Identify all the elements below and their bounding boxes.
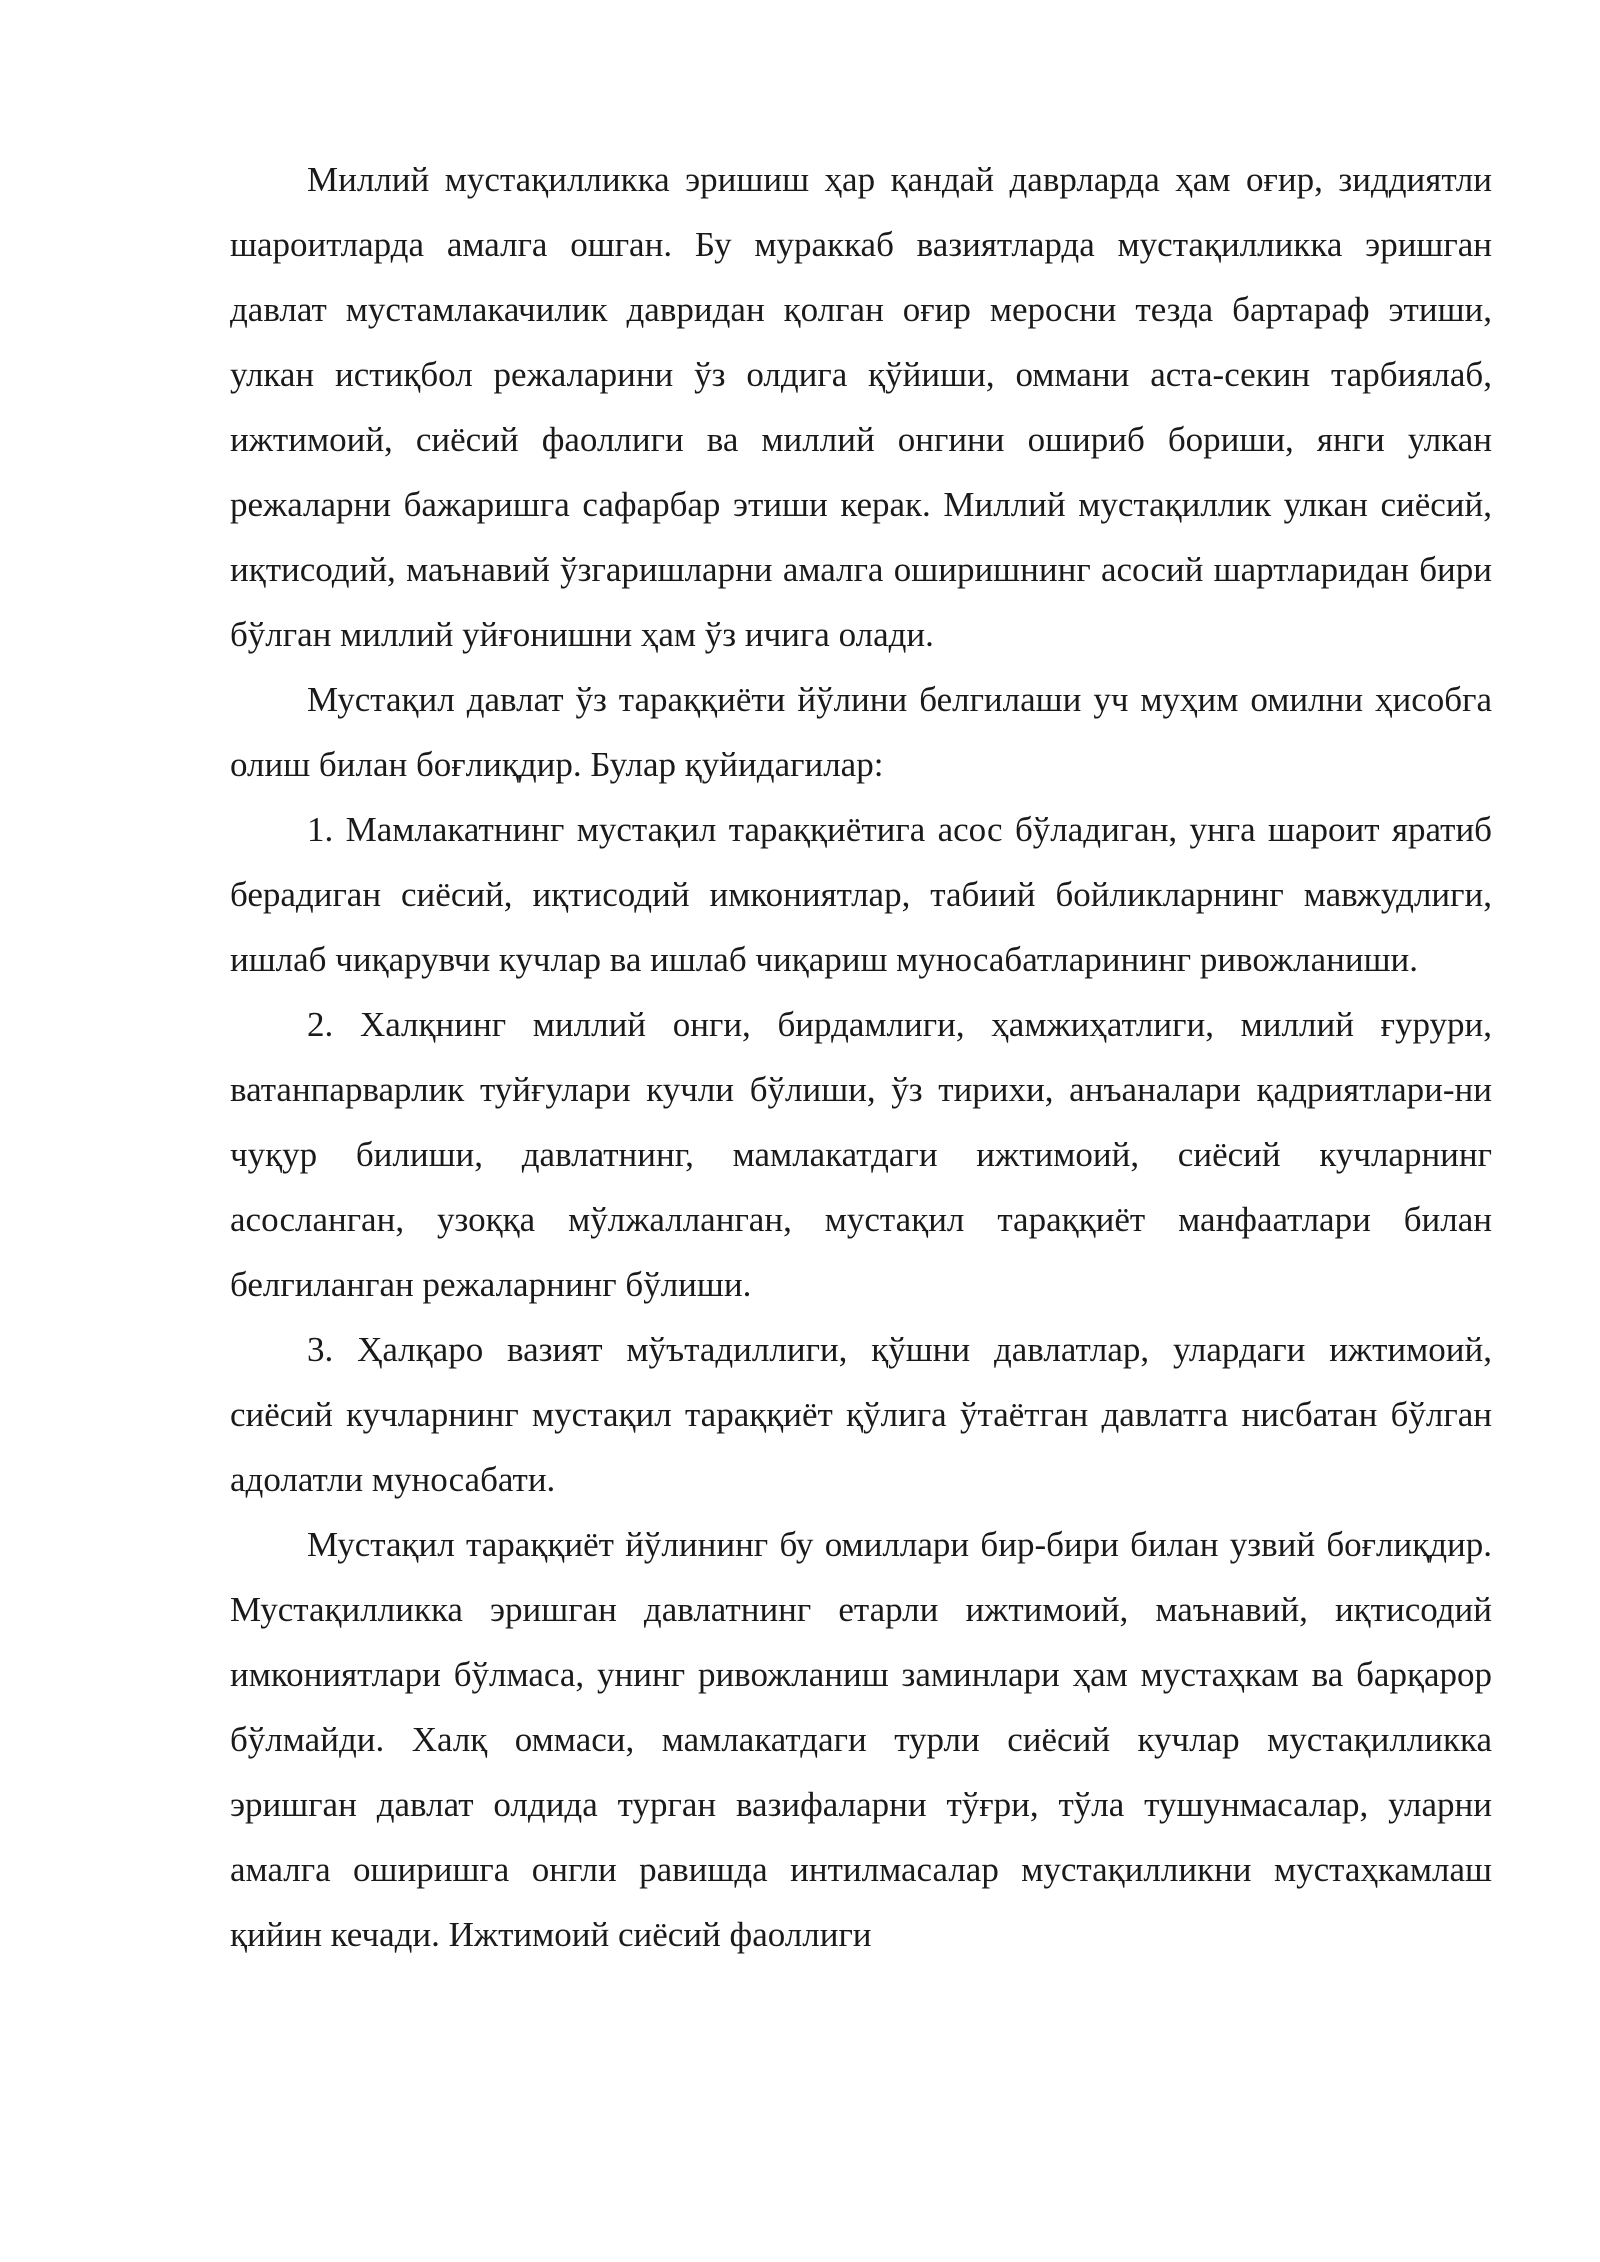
paragraph-factors-interrelated: Мустақил тараққиёт йўлининг бу омиллари бир-бири билан узвий боғлиқдир. Мустақилликка эришган давлатнинг етарли ижтимоий, маънавий, иқтисодий имкониятлари бўлмаса, унинг ривожланиш заминлари ҳам мустаҳкам ва барқарор бўлмайди. Халқ оммаси, мамлакатдаги турли сиёсий кучлар мустақилликка эришган давлат олдида турган вазифаларни тўғри, тўла тушунмасалар, уларни амалга оширишга онгли равишда интилмасалар мустақилликни мустаҳкамлаш қийин кечади. Ижтимоий сиёсий фаоллиги xyxy=(230,1525,1492,1954)
paragraph-three-factors-intro: Мустақил давлат ўз тараққиёти йўлини белгилаши уч муҳим омилни ҳисобга олиш билан боғлиқдир. Булар қуйидагилар: xyxy=(230,680,1492,784)
document-page xyxy=(230,147,1492,1967)
paragraph-national-independence: Миллий мустақилликка эришиш ҳар қандай даврларда ҳам оғир, зиддиятли шароитларда амалга ошган. Бу мураккаб вазиятларда мустақилликка эришган давлат мустамлакачилик давридан қолган оғир меросни тезда бартараф этиши, улкан истиқбол режаларини ўз олдига қўйиши, оммани аста-секин тарбиялаб, ижтимоий, сиёсий фаоллиги ва миллий онгини ошириб бориши, янги улкан режаларни бажаришга сафарбар этиши керак. Миллий мустақиллик улкан сиёсий, иқтисодий, маънавий ўзгаришларни амалга оширишнинг асосий шартларидан бири бўлган миллий уйғонишни ҳам ўз ичига олади. xyxy=(230,160,1492,654)
paragraph-factor-3: 3. Ҳалқаро вазият мўътадиллиги, қўшни давлатлар, улардаги ижтимоий, сиёсий кучларнинг мустақил тараққиёт қўлига ўтаётган давлатга нисбатан бўлган адолатли муносабати. xyxy=(230,1330,1492,1499)
paragraph-factor-1: 1. Мамлакатнинг мустақил тараққиётига асос бўладиган, унга шароит яратиб берадиган сиёсий, иқтисодий имкониятлар, табиий бойликларнинг мавжудлиги, ишлаб чиқарувчи кучлар ва ишлаб чиқариш муносабатларининг ривожланиши. xyxy=(230,810,1492,979)
paragraph-factor-2: 2. Халқнинг миллий онги, бирдамлиги, ҳамжиҳатлиги, миллий ғурури, ватанпарварлик туйғулари кучли бўлиши, ўз тирихи, анъаналари қадриятлари-ни чуқур билиши, давлатнинг, мамлакатдаги ижтимоий, сиёсий кучларнинг асосланган, узоққа мўлжалланган, мустақил тараққиёт манфаатлари билан белгиланган режаларнинг бўлиши. xyxy=(230,1005,1492,1304)
